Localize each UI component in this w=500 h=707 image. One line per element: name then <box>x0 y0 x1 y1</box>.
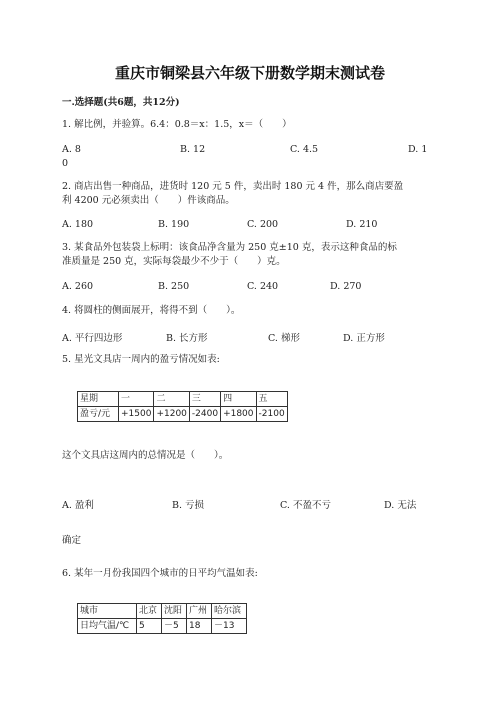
table-cell: －13 <box>212 619 247 634</box>
question-1: 1. 解比例，并验算。6.4：0.8＝x：1.5，x＝（ ） <box>62 119 292 130</box>
q4-option-b: B. 长方形 <box>166 333 208 344</box>
table-cell: -2100 <box>256 407 287 422</box>
q2-option-b: B. 190 <box>158 219 190 230</box>
page-title: 重庆市铜梁县六年级下册数学期末测试卷 <box>114 64 385 82</box>
q5-option-a: A. 盈利 <box>62 500 94 511</box>
q4-option-a: A. 平行四边形 <box>62 333 123 344</box>
q3-option-c: C. 240 <box>247 281 279 292</box>
question-5-followup: 这个文具店这周内的总情况是（ ）。 <box>62 450 229 461</box>
table-cell: 城市 <box>78 604 137 619</box>
question-4: 4. 将圆柱的侧面展开，将得不到（ ）。 <box>62 305 241 316</box>
q1-option-d: D. 1 <box>408 144 428 155</box>
question-6: 6. 某年一月份我国四个城市的日平均气温如表: <box>62 568 258 579</box>
table-cell: 广州 <box>187 604 212 619</box>
q2-option-a: A. 180 <box>62 219 94 230</box>
q2-option-c: C. 200 <box>247 219 279 230</box>
profit-loss-table <box>77 391 288 422</box>
table-cell: 沈阳 <box>162 604 187 619</box>
table-cell: 盈亏/元 <box>78 407 119 422</box>
q5-option-d: D. 无法 <box>384 500 417 511</box>
table-row <box>78 619 247 634</box>
section-heading: 一.选择题(共6题，共12分) <box>62 97 180 108</box>
table-cell: 三 <box>189 392 220 407</box>
q3-option-d: D. 270 <box>330 281 362 292</box>
table-cell: 星期 <box>78 392 119 407</box>
question-5: 5. 星光文具店一周内的盈亏情况如表: <box>62 354 220 365</box>
table-cell: 哈尔滨 <box>212 604 247 619</box>
temperature-table <box>77 603 247 634</box>
q1-option-a: A. 8 <box>62 144 81 155</box>
q5-option-b: B. 亏损 <box>172 500 205 511</box>
q2-option-d: D. 210 <box>346 219 378 230</box>
table-header-row <box>78 392 288 407</box>
table-row <box>78 407 288 422</box>
table-cell: 五 <box>256 392 287 407</box>
q3-option-b: B. 250 <box>158 281 190 292</box>
q4-option-d: D. 正方形 <box>343 333 385 344</box>
table-cell: +1200 <box>154 407 189 422</box>
table-cell: 18 <box>187 619 212 634</box>
table-cell: 北京 <box>137 604 162 619</box>
q1-option-d-wrap: 0 <box>62 158 69 169</box>
table-cell: -2400 <box>189 407 220 422</box>
question-2-line-2: 利 4200 元必须卖出（ ）件该商品。 <box>62 195 235 206</box>
question-3-line-1: 3. 某食品外包装袋上标明：该食品净含量为 250 克±10 克，表示这种食品的标 <box>62 242 397 253</box>
q1-option-c: C. 4.5 <box>290 144 319 155</box>
q3-option-a: A. 260 <box>62 281 94 292</box>
table-cell: 日均气温/℃ <box>78 619 137 634</box>
q1-option-b: B. 12 <box>180 144 206 155</box>
table-cell: +1800 <box>221 407 256 422</box>
question-3-line-2: 准质量是 250 克，实际每袋最少不少于（ ）克。 <box>62 256 286 267</box>
table-cell: 5 <box>137 619 162 634</box>
q5-option-c: C. 不盈不亏 <box>280 500 331 511</box>
table-cell: －5 <box>162 619 187 634</box>
q4-option-c: C. 梯形 <box>268 333 300 344</box>
q5-option-d-wrap: 确定 <box>62 535 82 546</box>
table-cell: +1500 <box>119 407 154 422</box>
table-cell: 二 <box>154 392 189 407</box>
table-cell: 一 <box>119 392 154 407</box>
question-2-line-1: 2. 商店出售一种商品，进货时 120 元 5 件，卖出时 180 元 4 件，那么商店要盈 <box>62 181 404 192</box>
table-cell: 四 <box>221 392 256 407</box>
table-header-row <box>78 604 247 619</box>
